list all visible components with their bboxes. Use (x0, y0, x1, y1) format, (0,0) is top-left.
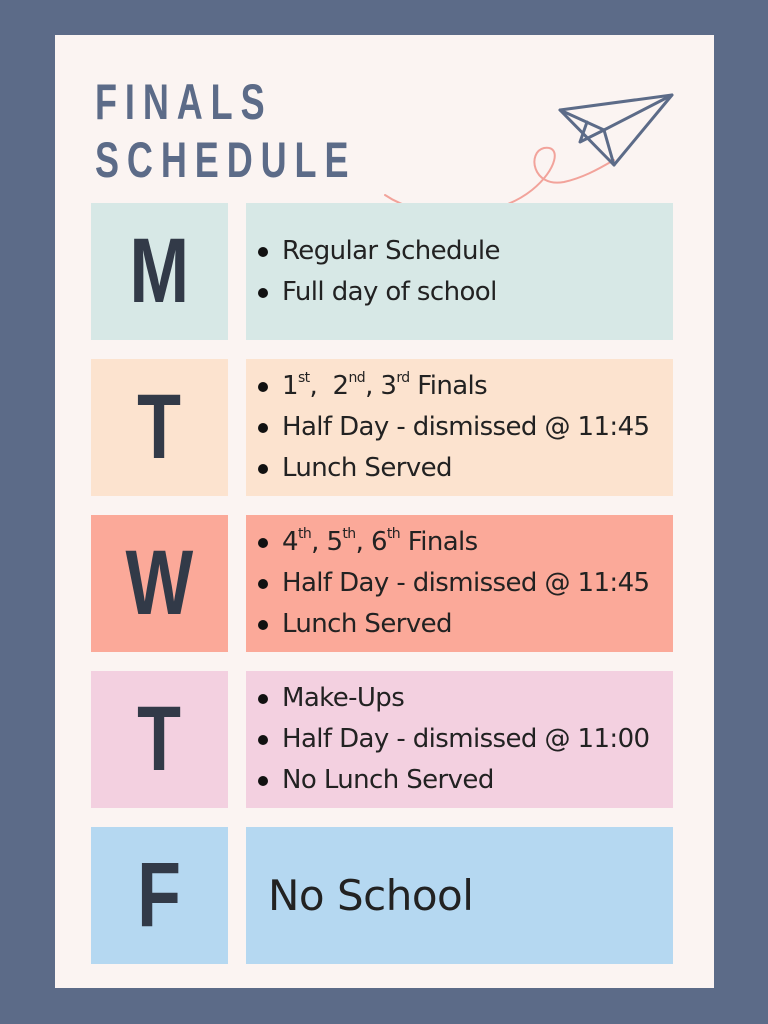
detail-list (246, 231, 673, 313)
title-line-2: SCHEDULE (95, 132, 357, 188)
finals-label: Finals (417, 371, 488, 401)
day-letter-box (91, 515, 228, 652)
title-line-1: FINALS (95, 74, 273, 130)
day-details (246, 359, 673, 496)
day-letter: F (137, 844, 182, 946)
day-details (246, 515, 673, 652)
day-row-monday (91, 203, 673, 340)
ordinal-suffix: th (386, 526, 401, 542)
day-row-tuesday (91, 359, 673, 496)
ordinal-suffix: th (297, 526, 312, 542)
day-letter-box (91, 203, 228, 340)
detail-item: Make-Ups (258, 678, 673, 719)
day-details (246, 203, 673, 340)
ordinal-suffix: nd (348, 370, 366, 386)
ordinal-suffix: rd (396, 370, 410, 386)
day-letter-box (91, 671, 228, 808)
day-letter: M (129, 220, 190, 322)
day-letter-box (91, 827, 228, 964)
day-details (246, 827, 673, 964)
detail-item-finals: 1st, 2nd, 3rd Finals (258, 366, 673, 407)
detail-list (246, 678, 673, 801)
detail-item-finals: 4th, 5th, 6th Finals (258, 522, 673, 563)
day-letter-box (91, 359, 228, 496)
detail-item: Regular Schedule (258, 231, 673, 272)
ordinal-number: 4 (282, 527, 298, 557)
day-letter: T (137, 688, 182, 790)
no-school-note: No School (268, 871, 474, 920)
detail-item: Half Day - dismissed @ 11:45 (258, 407, 673, 448)
detail-item: Lunch Served (258, 448, 673, 489)
detail-item: Full day of school (258, 272, 673, 313)
detail-item: No Lunch Served (258, 760, 673, 801)
detail-item: Half Day - dismissed @ 11:45 (258, 563, 673, 604)
detail-list (246, 366, 673, 489)
ordinal-suffix: st (297, 370, 310, 386)
ordinal-number: 1 (282, 371, 298, 401)
detail-list (246, 522, 673, 645)
detail-item: Half Day - dismissed @ 11:00 (258, 719, 673, 760)
ordinal-number: 3 (380, 371, 397, 401)
day-details (246, 671, 673, 808)
day-row-thursday (91, 671, 673, 808)
day-row-friday (91, 827, 673, 964)
schedule-card (55, 35, 714, 988)
ordinal-number: 6 (370, 527, 387, 557)
finals-label: Finals (407, 527, 478, 557)
page-title (95, 73, 356, 189)
day-letter: W (125, 532, 194, 634)
detail-item: Lunch Served (258, 604, 673, 645)
day-letter: T (137, 376, 182, 478)
ordinal-number: 5 (326, 527, 343, 557)
day-row-wednesday (91, 515, 673, 652)
ordinal-suffix: th (342, 526, 356, 542)
ordinal-number: 2 (332, 371, 349, 401)
